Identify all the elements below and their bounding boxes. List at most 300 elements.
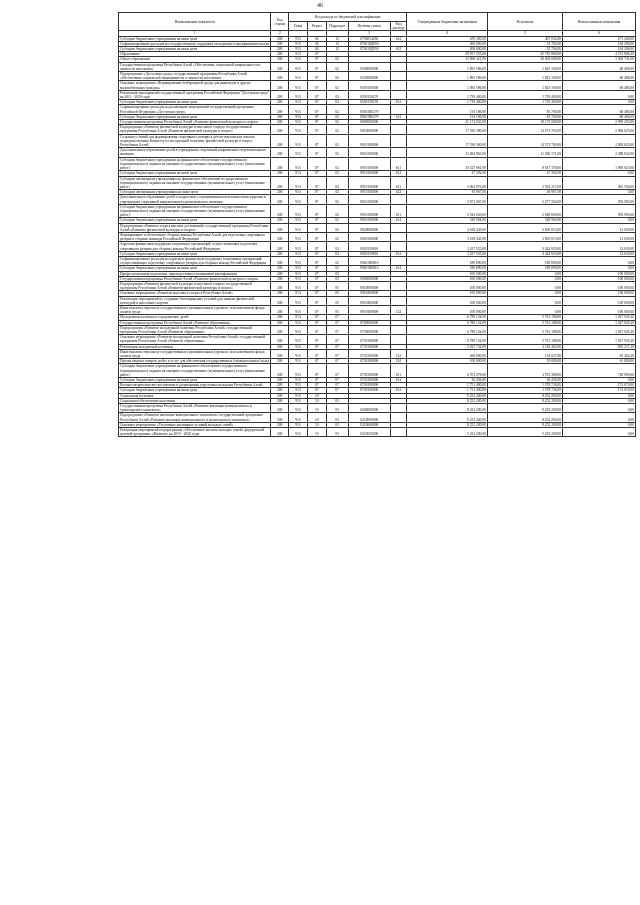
row-approved: 8 252 200,00 [407,398,488,403]
row-unexecuted: 100 000,00 [563,291,636,296]
row-code: 200 [271,315,289,320]
row-approved: 29 957 555,00 [407,52,488,57]
column-number: 2 [271,31,289,36]
row-executed: 3 972 389,00 [487,364,562,378]
row-unexecuted: 68 486,00 [563,105,636,114]
row-executed: 5 761 188,80 [487,335,562,344]
row-glava: 913 [289,266,308,271]
row-unexecuted: 593 993,00 [563,195,636,204]
row-code: 200 [271,204,289,218]
row-razdel: 04 [307,47,326,52]
table-row [119,359,636,364]
row-executed: 1 578 726,00 [487,383,562,388]
table-row [119,125,636,134]
row-unexecuted: 100 000,00 [563,281,636,290]
row-razdel: 07 [307,242,326,251]
row-executed: 3 424 925,00 [487,251,562,256]
row-target: 0730100000 [348,335,390,344]
row-name: Государственная программа Республики Алтай «Развитие физической культуры и спорта» [119,120,271,125]
row-name: Реализация молодежной политики [119,344,271,349]
row-podrazdel: 12 [326,41,348,46]
row-approved: 5 037 734,00 [407,344,488,349]
row-podrazdel: 02 [326,256,348,265]
row-glava: 913 [289,344,308,349]
row-code: 200 [271,335,289,344]
row-glava: 913 [289,383,308,388]
row-name: Субсидии бюджетным учреждениям на иные цели [119,171,271,176]
table-row [119,251,636,256]
row-unexecuted: 100 000,00 [563,271,636,276]
row-approved: 10 527 061,00 [407,157,488,171]
row-unexecuted: 1 027 945,20 [563,315,636,320]
row-razdel: 07 [307,195,326,204]
row-vid [390,428,407,437]
row-unexecuted: 2 388 832,00 [563,148,636,157]
table-row [119,218,636,223]
row-podrazdel: 07 [326,325,348,334]
row-executed: 35 704,00 [487,47,562,52]
row-razdel: 07 [307,266,326,271]
row-vid [390,223,407,232]
row-unexecuted: 164 296,00 [563,47,636,52]
row-vid: 244 [390,359,407,364]
row-razdel: 07 [307,344,326,349]
row-approved: 6 789 134,00 [407,325,488,334]
row-executed: 134 637,80 [487,349,562,358]
row-podrazdel: 02 [326,242,348,251]
row-executed: 47 392,00 [487,171,562,176]
row-executed: 39 000,00 [487,359,562,364]
row-name: Основное мероприятие «Формирование безбарьерной среды для инвалидов и других маломобильных граждан» [119,81,271,90]
row-executed: 1 739 400,00 [487,90,562,99]
row-podrazdel: 02 [326,125,348,134]
row-unexecuted: 100 000,00 [563,296,636,305]
row-podrazdel: 07 [326,359,348,364]
row-code: 200 [271,41,289,46]
row-code: 200 [271,190,289,195]
table-row [119,276,636,281]
row-unexecuted: 0,00 [563,378,636,383]
table-row [119,171,636,176]
row-glava: 913 [289,105,308,114]
row-razdel: 07 [307,190,326,195]
row-podrazdel: 12 [326,36,348,41]
row-target: 0730100000 [348,364,390,378]
row-name: Субсидии бюджетным учреждениям на иные цели [119,114,271,119]
row-podrazdel: 03 [326,422,348,427]
row-code: 200 [271,349,289,358]
row-executed: 1 578 726,00 [487,388,562,393]
row-unexecuted: 1 027 945,20 [563,325,636,334]
row-code: 200 [271,320,289,325]
row-approved: 100 000,00 [407,359,488,364]
row-glava: 913 [289,100,308,105]
row-glava: 913 [289,320,308,325]
row-approved: 200 000,00 [407,41,488,46]
row-name: Подпрограмма «Развитие физической культуры и массового спорта» государственной программы Республики Алтай «Развитие физической культуры и спорта» [119,281,271,290]
row-name: Субсидии бюджетным учреждениям на финансовое обеспечение государственного (муниципального) задания на оказание государственных (муниципальных) услуг (выполнение работ) [119,204,271,218]
row-podrazdel: 02 [326,134,348,148]
table-row [119,114,636,119]
row-code: 200 [271,100,289,105]
row-razdel: 07 [307,176,326,190]
row-podrazdel: 03 [326,413,348,422]
row-razdel: 07 [307,378,326,383]
row-vid [390,281,407,290]
row-vid [390,81,407,90]
row-glava: 913 [289,305,308,314]
row-code: 200 [271,383,289,388]
row-name: Адресная финансовая поддержка спортивных организаций, осуществляющих подготовку спортивного резерва для сборных команд Российской Федерации [119,242,271,251]
row-target: 0900000000 [348,120,390,125]
row-executed: 2 563 217,00 [487,176,562,190]
row-glava: 913 [289,47,308,52]
row-target: 0920150810 [348,251,390,256]
row-name: Формирование и обеспечение сборных команд Республики Алтай для подготовки спортивного резерва в сборные команды Российской Федерации [119,232,271,241]
row-glava: 913 [289,148,308,157]
row-executed: 1 825 100,00 [487,81,562,90]
row-vid [390,62,407,71]
row-code: 200 [271,90,289,99]
row-executed: 20 004 680,00 [487,57,562,62]
row-razdel: 10 [307,428,326,437]
row-razdel: 07 [307,305,326,314]
row-unexecuted: 61 000,00 [563,359,636,364]
row-target: 0900000000 [348,276,390,281]
row-unexecuted: 0,00 [563,398,636,403]
row-vid [390,404,407,413]
row-code: 200 [271,120,289,125]
row-code: 200 [271,176,289,190]
row-unexecuted: 68 486,00 [563,81,636,90]
row-unexecuted: 12 630,00 [563,223,636,232]
row-unexecuted: 271 268,00 [563,36,636,41]
header-glava: Глава [289,22,308,31]
table-row [119,148,636,157]
header-code: Код строки [271,13,289,31]
row-name: Подпрограмма «Развитие спорта высших достижений» государственной программы Республики Алтай «Развитие физической культуры и спорта» [119,223,271,232]
row-target: 0910000000 [348,281,390,290]
row-executed: 407 032,00 [487,36,562,41]
row-name: Реализация мероприятий государственной программы Российской Федерации "Доступная среда" на 2011 - 2020 годы [120,90,270,100]
row-target: 0730100000 [348,383,390,388]
row-code: 200 [271,271,289,276]
row-vid [390,125,407,134]
row-razdel: 07 [307,218,326,223]
row-unexecuted: 0,00 [563,218,636,223]
row-executed: 180 890,00 [487,266,562,271]
header-executed: Исполнено [487,13,562,31]
row-target: 0920150810 [348,242,390,251]
row-podrazdel: 05 [326,276,348,281]
row-name: Подпрограмма «Доступная среда» государственной программы Республики Алтай «Обеспечение социальной защищенности и занятости населения» [119,72,271,81]
row-razdel: 07 [307,359,326,364]
row-target: 0920100000 [348,232,390,241]
row-razdel: 07 [307,105,326,114]
row-vid: 612 [390,388,407,393]
row-vid [390,134,407,148]
row-name: Софинансирование расходов на государственную поддержку молодежного предпринимательства [119,41,271,46]
row-podrazdel: 05 [326,281,348,290]
row-vid: 612 [390,100,407,105]
row-approved: 13 684 963,00 [407,148,488,157]
row-approved: 200 000,00 [407,47,488,52]
row-glava: 913 [289,281,308,290]
row-podrazdel: 02 [326,190,348,195]
row-unexecuted: 492 594,00 [563,176,636,190]
row-approved: 100 000,00 [407,271,488,276]
row-glava: 913 [289,393,308,398]
row-unexecuted: 0,00 [563,266,636,271]
row-code: 200 [271,266,289,271]
row-unexecuted: 3 063 741,00 [563,57,636,62]
row-target: 0910400000 [348,296,390,305]
row-razdel: 07 [307,57,326,62]
row-executed: 18 179 580,00 [487,120,562,125]
row-code: 200 [271,359,289,364]
row-approved: 17 556 390,00 [407,125,488,134]
row-approved: 5 252 200,00 [407,428,488,437]
row-executed: 0,00 [487,291,562,296]
row-unexecuted: 0,00 [563,413,636,422]
row-code: 200 [271,148,289,157]
row-target: 0550000000 [348,72,390,81]
row-unexecuted: 1 890 023,00 [563,157,636,171]
row-name: Субсидии бюджетным учреждениям на иные цели [119,36,271,41]
row-name: Субсидии автономным учреждениям на иные цели [119,190,271,195]
header-approved: Утвержденные бюджетные назначения [407,13,488,31]
row-razdel: 07 [307,204,326,218]
row-vid: 612 [390,47,407,52]
row-name: Профессиональная подготовка, переподготовка и повышение квалификации [119,271,271,276]
row-vid: 621 [390,176,407,190]
row-code: 200 [271,62,289,71]
row-code: 200 [271,57,289,62]
row-name: Основное мероприятие «Развитие массового спорта в Республике Алтай» [119,291,271,296]
row-executed: 0,00 [487,281,562,290]
row-name: Государственная программа Республики Алтай «Обеспечение социальной защищенности и занятости населения» [119,62,271,71]
row-vid [390,335,407,344]
row-unexecuted: 12 630,00 [563,242,636,251]
table-body [119,36,636,437]
row-executed: 14 573 765,00 [487,134,562,148]
row-glava: 913 [289,62,308,71]
row-unexecuted: 164 296,00 [563,41,636,46]
row-target: 0910100000 [348,204,390,218]
row-name: Создание условий для формирования спортивного резерва в детско-юношеских школах, подведомственных Комитету по молодежной политике, физической культуре и спорту Республики Алтай [119,134,271,148]
row-code: 200 [271,195,289,204]
row-name: Субсидии бюджетным учреждениям на иные цели [119,251,271,256]
row-code: 200 [271,398,289,403]
row-executed: 5 252 200,00 [487,428,562,437]
table-row [119,62,636,71]
row-vid: 612 [390,114,407,119]
row-unexecuted: 172 674,00 [563,388,636,393]
row-unexecuted: 172 674,00 [563,383,636,388]
row-podrazdel: 02 [326,90,348,99]
row-target: 0210600000 [348,422,390,427]
row-glava: 913 [289,404,308,413]
row-executed: 8 252 200,00 [487,413,562,422]
row-name: Подпрограмма «Развитие жилищно-коммунального комплекса» государственной программы Республики Алтай «Развитие жилищно-коммунального и транспортного комплекса» [119,413,271,422]
row-target: 0500000000 [348,62,390,71]
row-glava: 913 [289,315,308,320]
table-row [119,413,636,422]
row-vid [390,232,407,241]
row-name: Субсидии бюджетным учреждениям на иные цели [119,266,271,271]
row-vid [390,242,407,251]
row-target: 0730100000 [348,344,390,349]
table-row [119,325,636,334]
row-podrazdel: 05 [326,291,348,296]
row-code: 200 [271,281,289,290]
row-executed: 3 424 925,00 [487,242,562,251]
page-number: 46 [317,3,323,9]
row-executed: 11 296 171,00 [487,148,562,157]
row-target: 0910100000 [348,190,390,195]
row-glava: 913 [289,335,308,344]
row-razdel: 07 [307,320,326,325]
header-target: Целевая статья [348,22,390,31]
row-approved: 47 392,00 [407,171,488,176]
row-code: 200 [271,171,289,176]
row-razdel: 07 [307,296,326,305]
header-classification: Код расхода по бюджетной классификации [289,13,407,22]
row-approved: 3 064 876,00 [407,176,488,190]
row-code: 200 [271,344,289,349]
row-podrazdel: 07 [326,364,348,378]
row-executed: 8 252 200,00 [487,404,562,413]
row-target: 0730100000 [348,349,390,358]
row-razdel: 07 [307,120,326,125]
table-row [119,364,636,378]
row-podrazdel: 03 [326,398,348,403]
row-glava: 913 [289,388,308,393]
row-executed: 2 948 690,00 [487,204,562,218]
row-razdel: 07 [307,223,326,232]
row-executed: 1 825 100,00 [487,62,562,71]
row-podrazdel: 07 [326,378,348,383]
row-target: 09201R0810 [348,256,390,265]
row-podrazdel: 02 [326,114,348,119]
table-row [119,383,636,388]
table-row [119,378,636,383]
row-podrazdel: 07 [326,344,348,349]
row-razdel: 07 [307,72,326,81]
row-approved: 17 556 390,00 [407,134,488,148]
row-glava: 913 [289,232,308,241]
row-unexecuted: 68 486,00 [563,114,636,119]
row-executed: 36 436,00 [487,378,562,383]
row-unexecuted: 12 630,00 [563,251,636,256]
row-name: Общее образование [119,57,271,62]
row-approved: 6 789 134,00 [407,315,488,320]
row-code: 200 [271,125,289,134]
row-razdel: 10 [307,422,326,427]
table-row [119,72,636,81]
row-vid: 122 [390,305,407,314]
row-vid: 612 [390,171,407,176]
row-glava: 913 [289,171,308,176]
row-razdel: 07 [307,364,326,378]
row-name: Софинансирование расходов на адресную финансовую поддержку спортивных организаций, осуществляющих подготовку спортивного резерва для сборных команд Российской Федерации [119,256,271,265]
row-vid: 611 [390,204,407,218]
row-podrazdel: 02 [326,218,348,223]
row-target: 0700000000 [348,320,390,325]
row-approved: 100 000,00 [407,305,488,314]
table-row [119,305,636,314]
row-approved: 1 893 586,00 [407,72,488,81]
row-executed: 8 252 200,00 [487,398,562,403]
row-approved: 1 739 400,00 [407,90,488,99]
table-row [119,242,636,251]
table-row [119,296,636,305]
row-razdel: 07 [307,62,326,71]
row-name: Прочая закупка товаров, работ и услуг для обеспечения государственных (муниципальных) нужд [120,359,270,364]
row-podrazdel: 07 [326,315,348,320]
row-code: 200 [271,393,289,398]
row-unexecuted: 0,00 [563,422,636,427]
row-approved: 21 174 835,00 [407,120,488,125]
row-target: 0910100000 [348,176,390,190]
row-name: Реализация мероприятий по созданию благоприятных условий для занятия физической культурой и массовым спортом [119,296,271,305]
table-row [119,157,636,171]
row-glava: 913 [289,325,308,334]
row-vid [390,105,407,114]
row-razdel: 07 [307,315,326,320]
row-podrazdel: 05 [326,305,348,314]
row-code: 200 [271,291,289,296]
row-razdel: 07 [307,52,326,57]
row-name: Софинансирование расходов на реализацию мероприятий государственной программы Российской Федерации «Доступная среда» [119,105,271,114]
row-approved: 3 542 663,00 [407,204,488,218]
row-razdel: 07 [307,388,326,393]
row-target: 0200000000 [348,404,390,413]
row-name: Субсидии бюджетным учреждениям на иные цели [119,100,271,105]
row-podrazdel: 02 [326,171,348,176]
row-podrazdel: 02 [326,251,348,256]
row-glava: 913 [289,422,308,427]
row-executed: 8 637 378,00 [487,157,562,171]
row-executed: 3 605 815,00 [487,232,562,241]
row-glava: 913 [289,256,308,265]
row-podrazdel: 02 [326,204,348,218]
row-vid: 612 [390,266,407,271]
row-code: 200 [271,223,289,232]
row-unexecuted: 0,00 [563,404,636,413]
row-executed: 5 761 188,80 [487,325,562,334]
row-unexecuted: 12 630,00 [563,232,636,241]
row-approved: 1 751 400,00 [407,383,488,388]
row-approved: 154 186,00 [407,105,488,114]
row-approved: 200 000,00 [407,349,488,358]
table-row [119,388,636,393]
row-unexecuted: 68 486,00 [563,72,636,81]
row-vid [390,413,407,422]
row-approved: 3 437 555,00 [407,251,488,256]
table-row [119,291,636,296]
row-vid: 612 [390,36,407,41]
row-podrazdel: 02 [326,120,348,125]
row-vid [390,195,407,204]
row-podrazdel: 07 [326,335,348,344]
row-executed: 36 967,00 [487,190,562,195]
row-razdel: 10 [307,393,326,398]
row-target: 0210000000 [348,413,390,422]
row-name: Дополнительное образование детей в учреждениях спортивной направленности регионального значения [119,148,271,157]
row-executed: 85 700,00 [487,105,562,114]
row-vid: 622 [390,190,407,195]
